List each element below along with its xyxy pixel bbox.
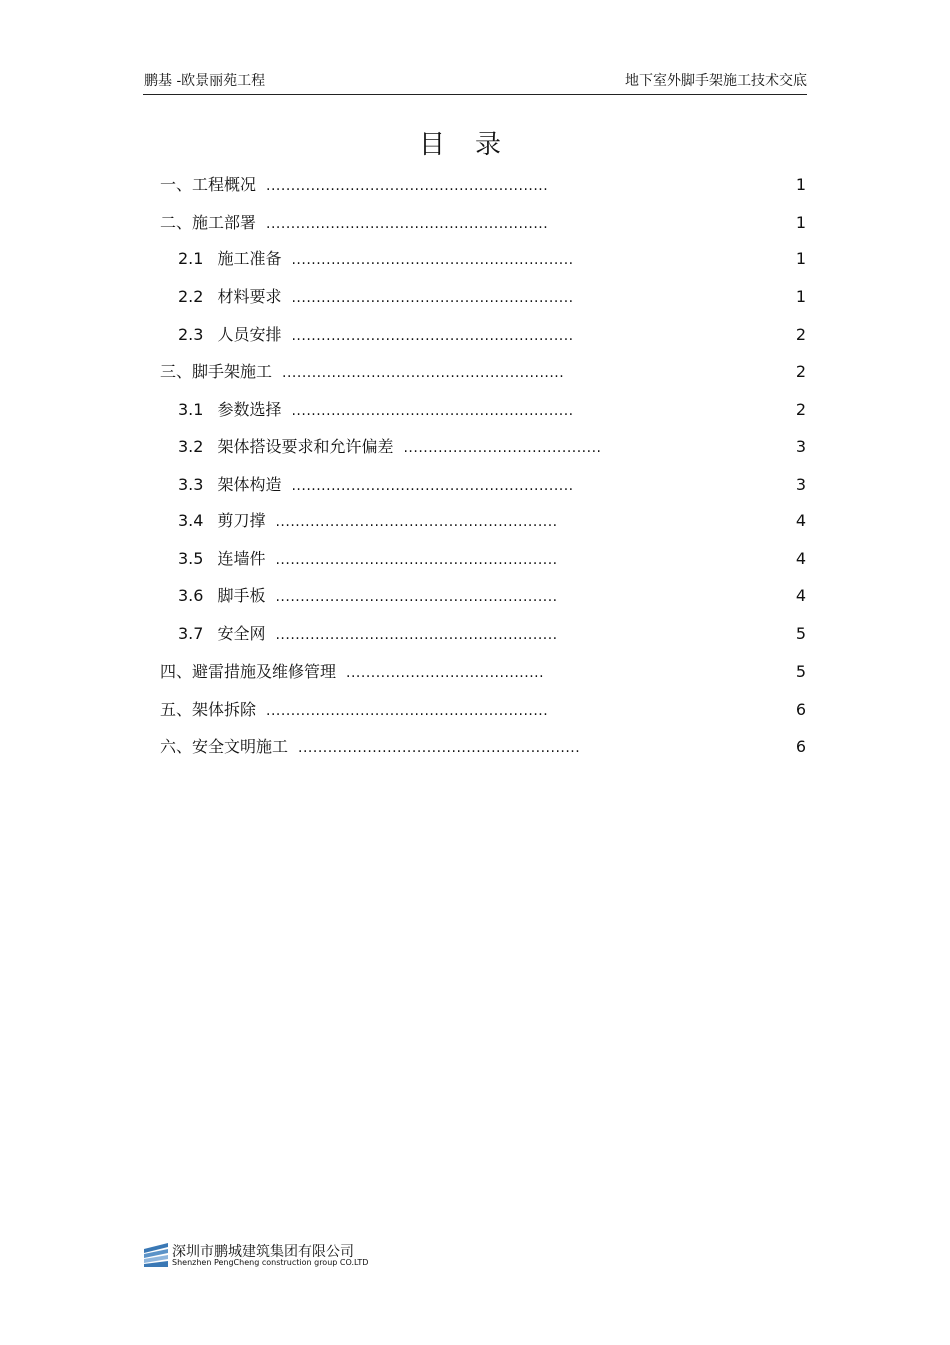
toc-entry[interactable] [160, 660, 544, 684]
toc-entry-page: 6 [795, 737, 806, 756]
toc-entry-number: 2.2 [178, 287, 204, 306]
toc-entry-number: 2.3 [178, 325, 204, 344]
toc-dot-leader: ......................................................... [291, 252, 574, 268]
toc-entry-label: 工程概况 [192, 175, 257, 194]
toc-entry-label: 剪刀撑 [217, 511, 266, 530]
toc-entry[interactable] [160, 698, 548, 722]
toc-entry-label: 架体构造 [217, 475, 282, 494]
toc-entry-page: 3 [795, 437, 806, 456]
toc-entry-number: 3.1 [178, 400, 204, 419]
toc-entry-label: 安全文明施工 [192, 737, 289, 756]
toc-dot-leader: ......................................................... [291, 403, 574, 419]
toc-entry[interactable] [178, 622, 558, 646]
company-logo-icon [144, 1243, 168, 1267]
toc-entry[interactable] [178, 247, 574, 271]
toc-entry[interactable] [160, 360, 564, 384]
footer-company-en: Shenzhen PengCheng construction group CO.LTD [172, 1258, 369, 1267]
toc-dot-leader: ......................................................... [275, 589, 558, 605]
footer-company-cn: 深圳市鹏城建筑集团有限公司 [172, 1244, 354, 1260]
toc-entry-page: 4 [795, 549, 806, 568]
toc-entry-page: 1 [795, 287, 806, 306]
toc-entry-page: 1 [795, 249, 806, 268]
toc-title: 目录 [418, 130, 531, 160]
toc-entry[interactable] [178, 584, 558, 608]
toc-entry-number: 2.1 [178, 249, 204, 268]
toc-entry-number: 五、 [160, 700, 193, 719]
toc-entry-number: 一、 [160, 175, 193, 194]
toc-entry-page: 5 [795, 662, 806, 681]
toc-dot-leader: ......................................................... [275, 514, 558, 530]
toc-entry-label: 人员安排 [217, 325, 282, 344]
toc-dot-leader: ......................................................... [282, 365, 565, 381]
header-left-title: 鹏基 -欧景丽苑工程 [144, 73, 266, 89]
toc-entry[interactable] [178, 547, 558, 571]
toc-entry-page: 6 [795, 700, 806, 719]
toc-entry[interactable] [178, 285, 574, 309]
toc-dot-leader: ......................................................... [266, 178, 549, 194]
toc-entry-label: 材料要求 [217, 287, 282, 306]
toc-entry-label: 参数选择 [217, 400, 282, 419]
toc-entry-number: 三、 [160, 362, 193, 381]
toc-dot-leader: ......................................................... [291, 328, 574, 344]
toc-entry-page: 1 [795, 175, 806, 194]
toc-dot-leader: ......................................................... [298, 740, 581, 756]
toc-entry[interactable] [160, 173, 548, 197]
toc-entry-label: 安全网 [217, 624, 266, 643]
toc-entry-page: 2 [795, 362, 806, 381]
toc-entry[interactable] [178, 509, 558, 533]
toc-dot-leader: ........................................ [346, 665, 545, 681]
toc-entry-label: 施工准备 [217, 249, 282, 268]
toc-entry-label: 避雷措施及维修管理 [192, 662, 337, 681]
header-right-title: 地下室外脚手架施工技术交底 [625, 73, 807, 89]
toc-entry-page: 5 [795, 624, 806, 643]
toc-entry-label: 施工部署 [192, 213, 257, 232]
toc-dot-leader: ......................................................... [275, 627, 558, 643]
toc-entry[interactable] [178, 323, 574, 347]
toc-dot-leader: ......................................................... [291, 290, 574, 306]
toc-entry-page: 3 [795, 475, 806, 494]
toc-entry-page: 2 [795, 325, 806, 344]
toc-entry-number: 3.5 [178, 549, 204, 568]
toc-entry[interactable] [178, 473, 574, 497]
toc-entry-number: 3.6 [178, 586, 204, 605]
toc-entry-number: 六、 [160, 737, 193, 756]
toc-dot-leader: ......................................................... [266, 216, 549, 232]
toc-entry-label: 脚手架施工 [192, 362, 273, 381]
toc-entry-number: 3.3 [178, 475, 204, 494]
toc-dot-leader: ......................................................... [266, 703, 549, 719]
toc-entry[interactable] [178, 398, 574, 422]
header-divider [143, 94, 807, 95]
toc-entry-number: 二、 [160, 213, 193, 232]
toc-entry-label: 架体搭设要求和允许偏差 [217, 437, 394, 456]
toc-entry-page: 4 [795, 586, 806, 605]
toc-entry-number: 3.2 [178, 437, 204, 456]
toc-dot-leader: ......................................................... [291, 478, 574, 494]
toc-entry-page: 4 [795, 511, 806, 530]
toc-entry-page: 1 [795, 213, 806, 232]
toc-entry[interactable] [160, 735, 580, 759]
toc-entry-number: 3.4 [178, 511, 204, 530]
toc-entry-page: 2 [795, 400, 806, 419]
toc-entry[interactable] [160, 211, 548, 235]
toc-dot-leader: ........................................ [403, 440, 602, 456]
toc-entry-number: 3.7 [178, 624, 204, 643]
toc-entry-label: 架体拆除 [192, 700, 257, 719]
toc-entry-label: 脚手板 [217, 586, 266, 605]
toc-entry[interactable] [178, 435, 601, 459]
toc-dot-leader: ......................................................... [275, 552, 558, 568]
toc-entry-label: 连墙件 [217, 549, 266, 568]
toc-entry-number: 四、 [160, 662, 193, 681]
